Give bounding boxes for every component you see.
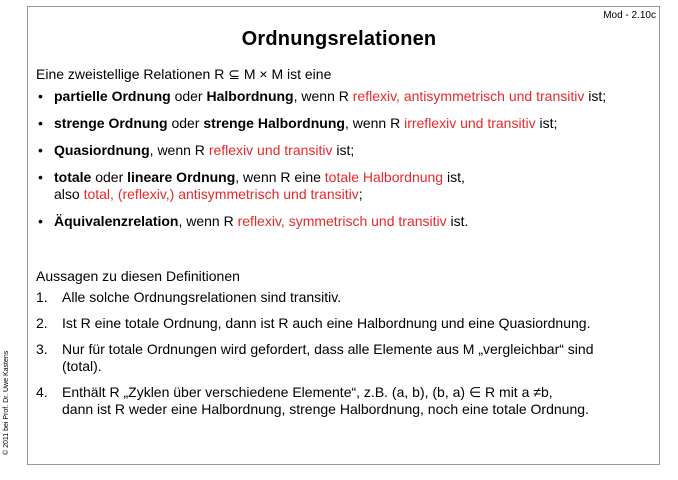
page-title: Ordnungsrelationen	[241, 28, 437, 50]
statement-text-continuation: (total).	[62, 358, 102, 374]
term: Quasiordnung	[54, 142, 150, 158]
term: strenge Halbordnung	[203, 115, 345, 131]
statement-number: 3.	[36, 341, 48, 357]
property-text: irreflexiv und transitiv	[404, 115, 536, 131]
property-text: reflexiv, antisymmetrisch und transitiv	[352, 88, 585, 104]
statement-text-continuation: dann ist R weder eine Halbordnung, strenge Halbordnung, noch eine totale Ordnung.	[62, 401, 589, 417]
property-text: totale Halbordnung	[324, 169, 444, 185]
statements-list	[36, 289, 656, 427]
statement-item	[36, 315, 656, 332]
connector-text: oder	[170, 88, 207, 104]
statements-heading: Aussagen zu diesen Definitionen	[36, 268, 240, 284]
continuation-prefix: also	[54, 186, 84, 202]
term: totale	[54, 169, 92, 185]
definition-item	[36, 115, 656, 132]
intro-text: Eine zweistellige Relationen R ⊆ M × M ist eine	[36, 66, 332, 82]
condition-prefix: , wenn R eine	[235, 169, 325, 185]
statement-text: Alle solche Ordnungsrelationen sind transitiv.	[62, 289, 342, 305]
copyright-note: © 2011 bei Prof. Dr. Uwe Kastens	[3, 350, 10, 455]
definition-item	[36, 88, 656, 105]
term: Äquivalenzrelation	[54, 213, 179, 229]
statement-number: 2.	[36, 315, 48, 331]
property-text: total, (reflexiv,) antisymmetrisch und transitiv	[83, 186, 359, 202]
condition-prefix: , wenn R	[149, 142, 209, 158]
property-text: reflexiv und transitiv	[208, 142, 333, 158]
definition-item	[36, 142, 656, 159]
statement-item	[36, 289, 656, 306]
bullet: •	[38, 169, 43, 185]
statement-item	[36, 341, 656, 375]
condition-prefix: , wenn R	[178, 213, 238, 229]
condition-suffix: ist;	[584, 88, 607, 104]
term: Halbordnung	[206, 88, 294, 104]
definitions-list	[36, 88, 656, 240]
condition-prefix: , wenn R	[293, 88, 353, 104]
condition-suffix: ist,	[443, 169, 465, 185]
statement-number: 1.	[36, 289, 48, 305]
connector-text: oder	[167, 115, 204, 131]
statement-text: Enthält R „Zyklen über verschiedene Elemente“, z.B. (a, b), (b, a) ∈ R mit a ≠b,	[62, 384, 553, 400]
definition-item	[36, 169, 656, 203]
bullet: •	[38, 142, 43, 158]
statement-number: 4.	[36, 384, 48, 400]
statement-text: Nur für totale Ordnungen wird gefordert, dass alle Elemente aus M „vergleichbar“ sind	[62, 341, 594, 357]
property-text: reflexiv, symmetrisch und transitiv	[237, 213, 447, 229]
bullet: •	[38, 88, 43, 104]
condition-suffix: ist;	[535, 115, 558, 131]
condition-suffix: ist.	[446, 213, 469, 229]
condition-prefix: , wenn R	[344, 115, 405, 131]
term: strenge Ordnung	[54, 115, 168, 131]
term: lineare Ordnung	[127, 169, 236, 185]
definition-item	[36, 213, 656, 230]
bullet: •	[38, 213, 43, 229]
statement-text: Ist R eine totale Ordnung, dann ist R auch eine Halbordnung und eine Quasiordnung.	[62, 315, 591, 331]
continuation-suffix: ;	[358, 186, 363, 202]
condition-suffix: ist;	[332, 142, 355, 158]
term: partielle Ordnung	[54, 88, 171, 104]
slide-id: Mod - 2.10c	[603, 10, 656, 21]
statement-item	[36, 384, 656, 418]
bullet: •	[38, 115, 43, 131]
connector-text: oder	[91, 169, 128, 185]
